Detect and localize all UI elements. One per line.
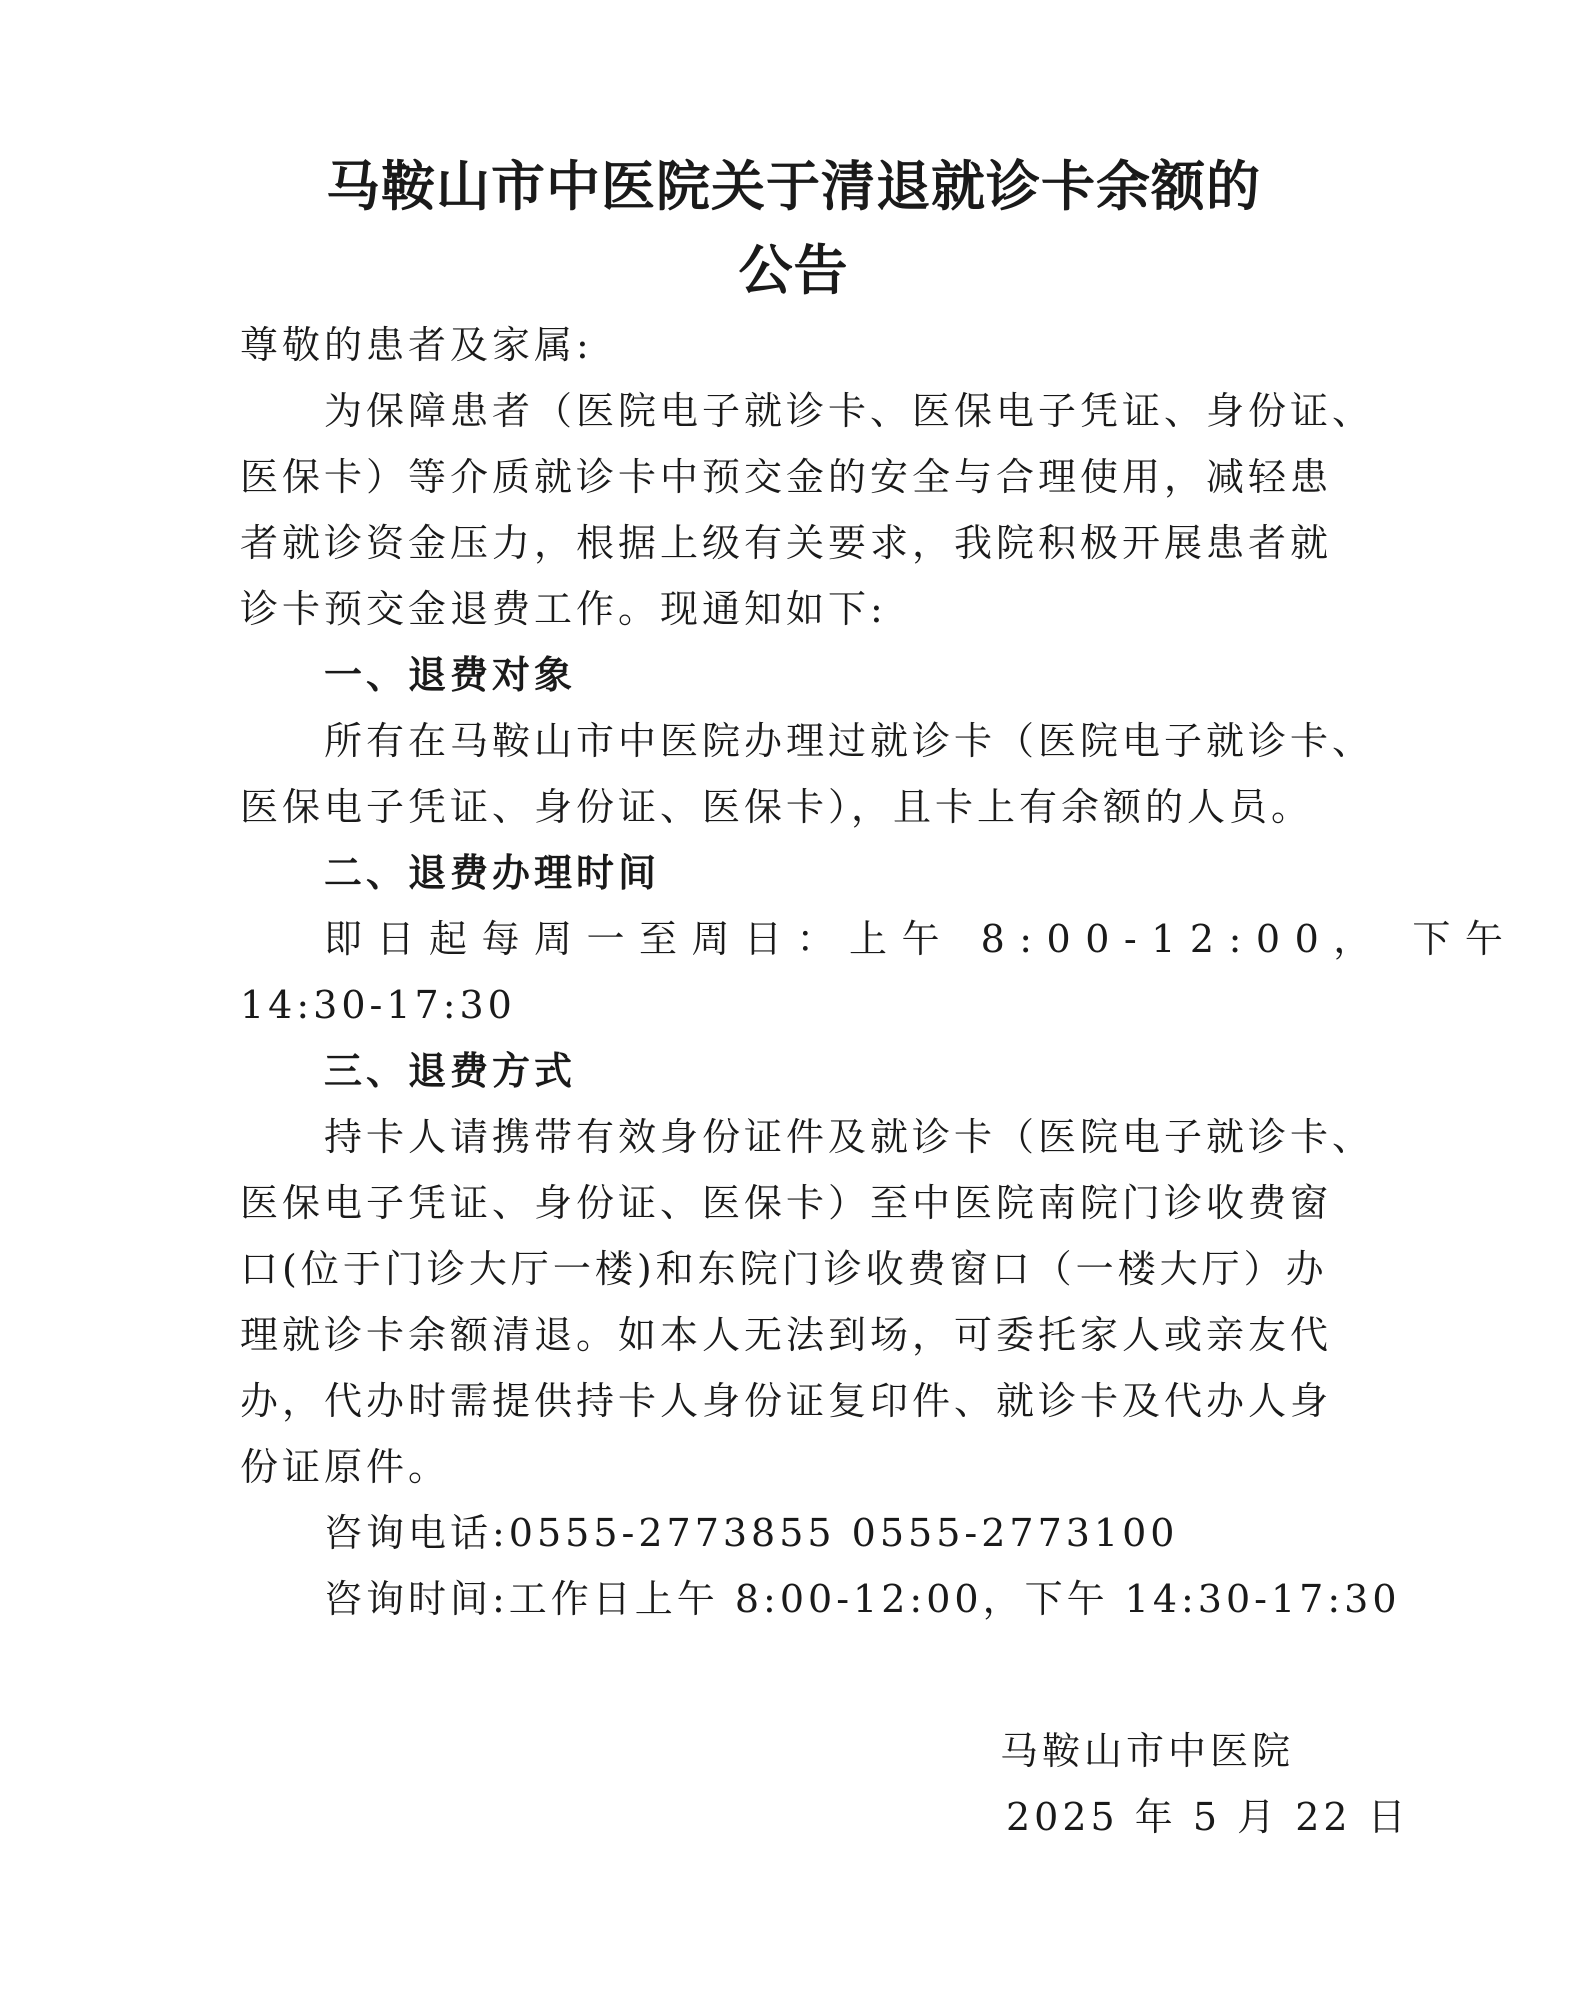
intro-line: 医保卡）等介质就诊卡中预交金的安全与合理使用，减轻患 [240, 455, 1333, 499]
salutation: 尊敬的患者及家属: [240, 323, 593, 367]
document-title-line-1: 马鞍山市中医院关于清退就诊卡余额的 [326, 155, 1261, 218]
section-3-line: 持卡人请携带有效身份证件及就诊卡（医院电子就诊卡、 [324, 1115, 1375, 1159]
signature-org: 马鞍山市中医院 [1000, 1729, 1295, 1773]
section-1-heading: 一、退费对象 [324, 653, 577, 697]
contact-hours: 咨询时间:工作日上午 8:00-12:00，下午 14:30-17:30 [324, 1577, 1401, 1621]
section-2-line: 即日起每周一至周日：上午 8:00-12:00， 下午 [324, 917, 1518, 961]
section-3-heading: 三、退费方式 [324, 1049, 577, 1093]
contact-phone: 咨询电话:0555-2773855 0555-2773100 [324, 1511, 1179, 1555]
intro-line: 诊卡预交金退费工作。现通知如下: [240, 587, 887, 631]
section-3-line: 份证原件。 [240, 1445, 451, 1489]
section-2-heading: 二、退费办理时间 [324, 851, 661, 895]
signature-date: 2025 年 5 月 22 日 [1006, 1795, 1410, 1839]
intro-line: 为保障患者（医院电子就诊卡、医保电子凭证、身份证、 [324, 389, 1375, 433]
section-2-line: 14:30-17:30 [240, 983, 516, 1027]
intro-line: 者就诊资金压力，根据上级有关要求，我院积极开展患者就 [240, 521, 1333, 565]
section-3-line: 口(位于门诊大厅一楼)和东院门诊收费窗口（一楼大厅）办 [240, 1247, 1328, 1291]
document-title-line-2: 公告 [738, 239, 849, 302]
section-1-line: 所有在马鞍山市中医院办理过就诊卡（医院电子就诊卡、 [324, 719, 1375, 763]
section-3-line: 医保电子凭证、身份证、医保卡）至中医院南院门诊收费窗 [240, 1181, 1333, 1225]
section-3-line: 办，代办时需提供持卡人身份证复印件、就诊卡及代办人身 [240, 1379, 1333, 1423]
section-3-line: 理就诊卡余额清退。如本人无法到场，可委托家人或亲友代 [240, 1313, 1333, 1357]
section-1-line: 医保电子凭证、身份证、医保卡），且卡上有余额的人员。 [240, 785, 1314, 829]
